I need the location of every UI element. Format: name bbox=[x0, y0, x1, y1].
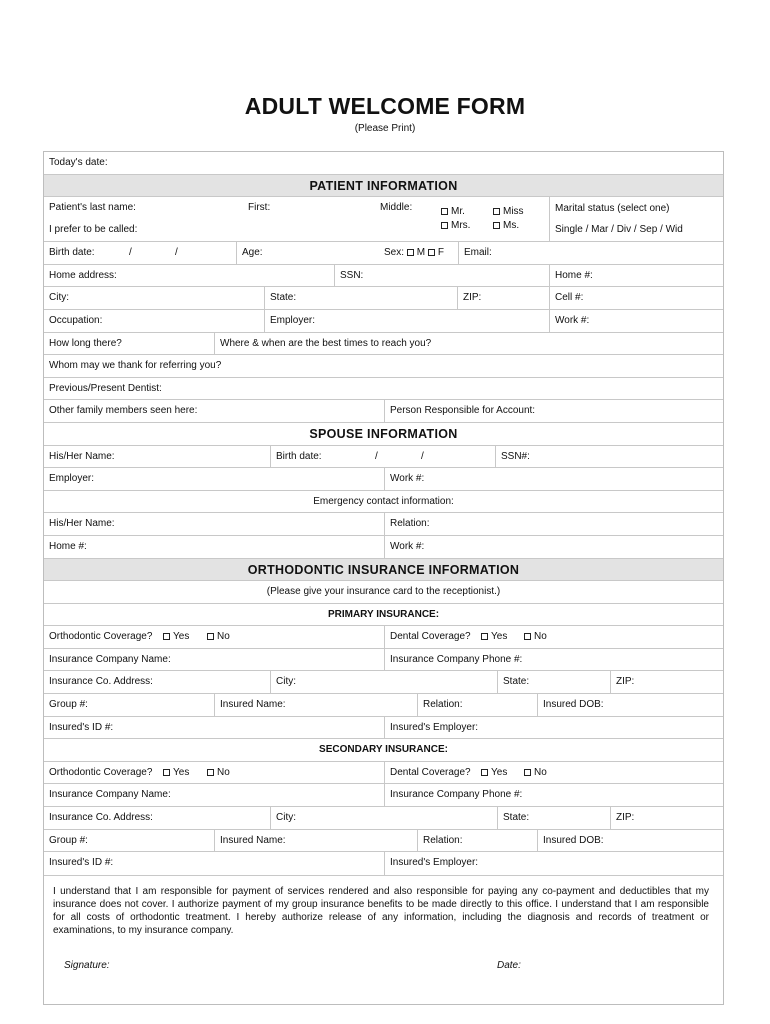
checkbox-icon[interactable] bbox=[441, 208, 448, 215]
row-referral bbox=[44, 355, 723, 378]
title-option-ms[interactable]: Ms. bbox=[493, 219, 519, 233]
first-name-label: First: bbox=[248, 202, 271, 214]
form-subtitle: (Please Print) bbox=[354, 123, 416, 134]
marital-status-block bbox=[549, 197, 723, 241]
title-options bbox=[439, 197, 549, 241]
row-spouse-employer bbox=[44, 468, 723, 491]
insurance-note: (Please give your insurance card to the receptionist.) bbox=[44, 581, 723, 604]
row-primary-address bbox=[44, 671, 723, 694]
marital-status-options[interactable]: Single / Mar / Div / Sep / Wid bbox=[555, 224, 683, 236]
patient-name-block bbox=[44, 197, 439, 241]
secondary-company-phone-field[interactable]: Insurance Company Phone #: bbox=[384, 784, 723, 806]
spouse-section-header: SPOUSE INFORMATION bbox=[44, 423, 723, 446]
row-emergency-name bbox=[44, 513, 723, 536]
todays-date-field[interactable] bbox=[44, 152, 723, 174]
row-city bbox=[44, 287, 723, 310]
primary-relation-field[interactable]: Relation: bbox=[417, 694, 537, 716]
row-home-address bbox=[44, 265, 723, 288]
primary-ortho-no[interactable]: No bbox=[207, 630, 230, 644]
row-primary-insured-id bbox=[44, 717, 723, 740]
best-times-field[interactable]: Where & when are the best times to reach you? bbox=[214, 333, 723, 355]
sex-option-m[interactable]: M bbox=[407, 247, 425, 258]
checkbox-icon[interactable] bbox=[524, 633, 531, 640]
checkbox-icon[interactable] bbox=[524, 769, 531, 776]
row-primary-coverage bbox=[44, 626, 723, 649]
row-family bbox=[44, 400, 723, 423]
birth-date-field[interactable]: Birth date: / / bbox=[49, 247, 178, 259]
family-members-field[interactable]: Other family members seen here: bbox=[49, 405, 198, 417]
title-option-mrs[interactable]: Mrs. bbox=[441, 219, 470, 233]
checkbox-icon[interactable] bbox=[428, 249, 435, 256]
home-phone-field[interactable]: Home #: bbox=[549, 265, 723, 287]
primary-dental-coverage: Dental Coverage? Yes No bbox=[384, 626, 723, 648]
consent-section bbox=[44, 875, 723, 1004]
primary-ortho-yes[interactable]: Yes bbox=[163, 630, 189, 644]
secondary-city-field[interactable]: City: bbox=[270, 807, 497, 829]
checkbox-icon[interactable] bbox=[163, 769, 170, 776]
form-title: ADULT WELCOME FORM bbox=[244, 93, 526, 119]
checkbox-icon[interactable] bbox=[207, 769, 214, 776]
row-secondary-group bbox=[44, 830, 723, 853]
last-name-label: Patient's last name: bbox=[49, 202, 136, 214]
emergency-work-field[interactable]: Work #: bbox=[384, 536, 723, 558]
consent-text: I understand that I am responsible for payment of services rendered and also responsible for paying any co-payment and deductibles that my insurance does not cover. I authorize payment of my group insurance benefits to be made directly to this office. I understand that I am responsible for all costs of orthodontic treatment. I hereby authorize release of any information, including the diagnosis and records of treatment or examinations, to my insurance company. bbox=[53, 885, 709, 936]
row-occupation bbox=[44, 310, 723, 333]
primary-ortho-coverage: Orthodontic Coverage? Yes No bbox=[49, 631, 230, 643]
primary-zip-field[interactable]: ZIP: bbox=[610, 671, 723, 693]
row-birth-date bbox=[44, 242, 723, 265]
row-todays-date bbox=[44, 152, 723, 175]
primary-insured-dob-field[interactable]: Insured DOB: bbox=[537, 694, 723, 716]
row-secondary-company bbox=[44, 784, 723, 807]
secondary-insured-dob-field[interactable]: Insured DOB: bbox=[537, 830, 723, 852]
previous-dentist-field[interactable]: Previous/Present Dentist: bbox=[49, 382, 162, 394]
row-secondary-coverage bbox=[44, 762, 723, 785]
secondary-ortho-yes[interactable]: Yes bbox=[163, 766, 189, 780]
emergency-name-field[interactable]: His/Her Name: bbox=[49, 518, 115, 530]
responsible-person-field[interactable]: Person Responsible for Account: bbox=[384, 400, 723, 422]
sex-field: Sex: M F bbox=[384, 247, 445, 259]
zip-field[interactable]: ZIP: bbox=[457, 287, 549, 309]
home-address-field[interactable]: Home address: bbox=[49, 269, 117, 281]
checkbox-icon[interactable] bbox=[207, 633, 214, 640]
primary-insured-name-field[interactable]: Insured Name: bbox=[214, 694, 417, 716]
title-option-miss[interactable]: Miss bbox=[493, 205, 524, 219]
cell-phone-field[interactable]: Cell #: bbox=[549, 287, 723, 309]
secondary-dental-no[interactable]: No bbox=[524, 766, 547, 780]
row-spouse-name bbox=[44, 446, 723, 469]
signature-label[interactable]: Signature: bbox=[64, 959, 110, 971]
spouse-birth-date-field[interactable]: Birth date: / / bbox=[270, 446, 495, 468]
checkbox-icon[interactable] bbox=[407, 249, 414, 256]
patient-section-header: PATIENT INFORMATION bbox=[44, 175, 723, 198]
row-secondary-address bbox=[44, 807, 723, 830]
secondary-insured-id-field[interactable]: Insured's ID #: bbox=[49, 857, 114, 869]
checkbox-icon[interactable] bbox=[481, 769, 488, 776]
spouse-ssn-field[interactable]: SSN#: bbox=[495, 446, 723, 468]
checkbox-icon[interactable] bbox=[493, 208, 500, 215]
secondary-ortho-no[interactable]: No bbox=[207, 766, 230, 780]
row-patient-name bbox=[44, 197, 723, 242]
checkbox-icon[interactable] bbox=[481, 633, 488, 640]
sex-option-f[interactable]: F bbox=[428, 247, 444, 258]
secondary-zip-field[interactable]: ZIP: bbox=[610, 807, 723, 829]
row-emergency-phones bbox=[44, 536, 723, 559]
occupation-field[interactable]: Occupation: bbox=[49, 314, 103, 326]
row-previous-dentist bbox=[44, 378, 723, 401]
insurance-section-header: ORTHODONTIC INSURANCE INFORMATION bbox=[44, 559, 723, 582]
emergency-home-field[interactable]: Home #: bbox=[49, 540, 87, 552]
spouse-employer-field[interactable]: Employer: bbox=[49, 473, 95, 485]
secondary-relation-field[interactable]: Relation: bbox=[417, 830, 537, 852]
primary-group-field[interactable]: Group #: bbox=[49, 699, 88, 711]
emergency-relation-field[interactable]: Relation: bbox=[384, 513, 723, 535]
primary-insurance-label: PRIMARY INSURANCE: bbox=[44, 604, 723, 627]
row-secondary-insured-id bbox=[44, 852, 723, 875]
middle-name-label: Middle: bbox=[380, 202, 413, 214]
prefer-name-label: I prefer to be called: bbox=[49, 224, 138, 236]
row-primary-group bbox=[44, 694, 723, 717]
age-field[interactable]: Age: bbox=[236, 242, 379, 264]
secondary-company-field[interactable]: Insurance Company Name: bbox=[49, 789, 171, 801]
primary-address-field[interactable]: Insurance Co. Address: bbox=[49, 676, 153, 688]
checkbox-icon[interactable] bbox=[441, 222, 448, 229]
date-label[interactable]: Date: bbox=[497, 959, 521, 971]
row-how-long bbox=[44, 333, 723, 356]
secondary-dental-coverage: Dental Coverage? Yes No bbox=[384, 762, 723, 784]
marital-status-label: Marital status (select one) bbox=[555, 203, 670, 215]
secondary-group-field[interactable]: Group #: bbox=[49, 834, 88, 846]
title-option-mr[interactable]: Mr. bbox=[441, 205, 465, 219]
secondary-insured-name-field[interactable]: Insured Name: bbox=[214, 830, 417, 852]
row-primary-company bbox=[44, 649, 723, 672]
todays-date-label: Today's date: bbox=[49, 157, 108, 168]
secondary-ortho-coverage: Orthodontic Coverage? Yes No bbox=[49, 766, 230, 778]
primary-dental-no[interactable]: No bbox=[524, 630, 547, 644]
primary-dental-yes[interactable]: Yes bbox=[481, 630, 507, 644]
secondary-insurance-label: SECONDARY INSURANCE: bbox=[44, 739, 723, 762]
city-field[interactable]: City: bbox=[49, 292, 69, 304]
primary-city-field[interactable]: City: bbox=[270, 671, 497, 693]
primary-insured-id-field[interactable]: Insured's ID #: bbox=[49, 721, 114, 733]
ssn-field[interactable]: SSN: bbox=[334, 265, 549, 287]
primary-company-phone-field[interactable]: Insurance Company Phone #: bbox=[384, 649, 723, 671]
spouse-name-field[interactable]: His/Her Name: bbox=[49, 450, 115, 462]
primary-insured-employer-field[interactable]: Insured's Employer: bbox=[384, 717, 723, 739]
welcome-form bbox=[43, 151, 724, 1005]
primary-company-field[interactable]: Insurance Company Name: bbox=[49, 653, 171, 665]
checkbox-icon[interactable] bbox=[493, 222, 500, 229]
spouse-work-field[interactable]: Work #: bbox=[384, 468, 723, 490]
work-phone-field[interactable]: Work #: bbox=[549, 310, 723, 332]
employer-field[interactable]: Employer: bbox=[264, 310, 549, 332]
email-field[interactable]: Email: bbox=[458, 242, 723, 264]
emergency-contact-label: Emergency contact information: bbox=[44, 491, 723, 514]
secondary-address-field[interactable]: Insurance Co. Address: bbox=[49, 812, 153, 824]
state-field[interactable]: State: bbox=[264, 287, 457, 309]
how-long-field[interactable]: How long there? bbox=[49, 337, 122, 349]
referral-field[interactable]: Whom may we thank for referring you? bbox=[49, 360, 222, 372]
secondary-state-field[interactable]: State: bbox=[497, 807, 610, 829]
checkbox-icon[interactable] bbox=[163, 633, 170, 640]
primary-state-field[interactable]: State: bbox=[497, 671, 610, 693]
secondary-dental-yes[interactable]: Yes bbox=[481, 766, 507, 780]
secondary-insured-employer-field[interactable]: Insured's Employer: bbox=[384, 852, 723, 875]
